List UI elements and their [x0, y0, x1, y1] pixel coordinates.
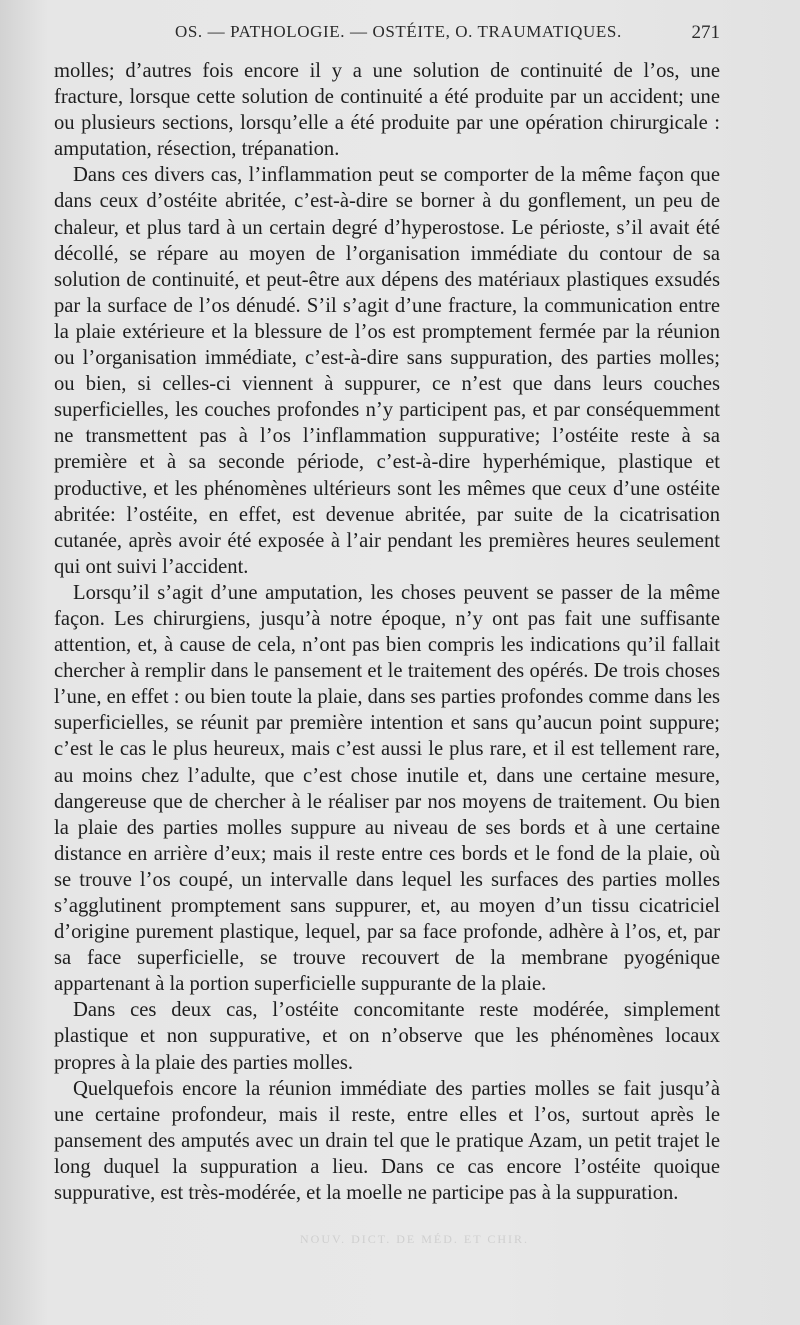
page-number: 271 [691, 22, 720, 43]
show-through-text: NOUV. DICT. DE MÉD. ET CHIR. [300, 1232, 529, 1246]
paragraph-2: Dans ces divers cas, l’inflammation peut se comporter de la même façon que dans ceux d’ostéite abritée, c’est-à-dire se borner à du gonflement, un peu de chaleur, et plus tard à un certain degré d’hyperostose. Le périoste, s’il avait été décollé, se répare au moyen de l’organisation immédiate du contour de sa solution de continuité, et peut-être aux dépens des matériaux plastiques exsudés par la surface de l’os dénudé. S’il s’agit d’une fracture, la communication entre la plaie extérieure et la blessure de l’os est promptement fermée par la réunion ou l’organisation immédiate, c’est-à-dire sans suppuration, des parties molles; ou bien, si celles-ci viennent à suppurer, ce n’est que dans leurs couches superficielles, les couches profondes n’y participent pas, et par conséquemment ne transmettent pas à l’os l’inflammation suppurative; l’ostéite reste à sa première et à sa seconde période, c’est-à-dire hyperhémique, plastique et productive, et les phénomènes ultérieurs sont les mêmes que ceux d’une ostéite abritée: l’ostéite, en effet, est devenue abritée, par suite de la cicatrisation cutanée, après avoir été exposée à l’air pendant les premières heures seulement qui ont suivi l’accident. [54, 164, 720, 578]
paragraph-1: molles; d’autres fois encore il y a une solution de continuité de l’os, une fracture, lorsque cette solution de continuité a été produite par un accident; une ou plusieurs sections, lorsqu’elle a été produite par une opération chirurgicale : amputation, résection, trépanation. [54, 60, 720, 161]
body-text [54, 58, 720, 1206]
running-title: OS. — PATHOLOGIE. — OSTÉITE, O. TRAUMATIQUES. [175, 22, 622, 41]
paragraph-4: Dans ces deux cas, l’ostéite concomitante reste modérée, simplement plastique et non suppurative, et on n’observe que les phénomènes locaux propres à la plaie des parties molles. [54, 999, 720, 1074]
paragraph-3: Lorsqu’il s’agit d’une amputation, les choses peuvent se passer de la même façon. Les chirurgiens, jusqu’à notre époque, n’y ont pas fait une suffisante attention, et, à cause de cela, n’ont pas bien compris les indications qu’il fallait chercher à remplir dans le pansement et le traitement des opérés. De trois choses l’une, en effet : ou bien toute la plaie, dans ses parties profondes comme dans les superficielles, se réunit par première intention et sans qu’aucun point suppure; c’est le cas le plus heureux, mais c’est aussi le plus rare, et il est tellement rare, au moins chez l’adulte, que c’est chose inutile et, dans une certaine mesure, dangereuse que de chercher à le réaliser par nos moyens de traitement. Ou bien la plaie des parties molles suppure au niveau de ses bords et à une certaine distance en arrière d’eux; mais il reste entre ces bords et le fond de la plaie, où se trouve l’os coupé, un intervalle dans lequel les surfaces des parties molles s’agglutinent promptement sans suppurer, et, au moyen d’un tissu cicatriciel d’origine purement plastique, lequel, par sa face profonde, adhère à l’os, et, par sa face superficielle, se trouve recouvert de la membrane pyogénique appartenant à la portion superficielle suppurante de la plaie. [54, 581, 720, 996]
paragraph-5: Quelquefois encore la réunion immédiate des parties molles se fait jusqu’à une certaine profondeur, mais il reste, entre elles et l’os, surtout après le pansement des amputés avec un drain tel que le pratique Azam, un petit trajet le long duquel la suppuration a lieu. Dans ce cas encore l’ostéite quoique suppurative, est très-modérée, et la moelle ne participe pas à la suppuration. [54, 1077, 720, 1205]
running-head [175, 22, 720, 50]
